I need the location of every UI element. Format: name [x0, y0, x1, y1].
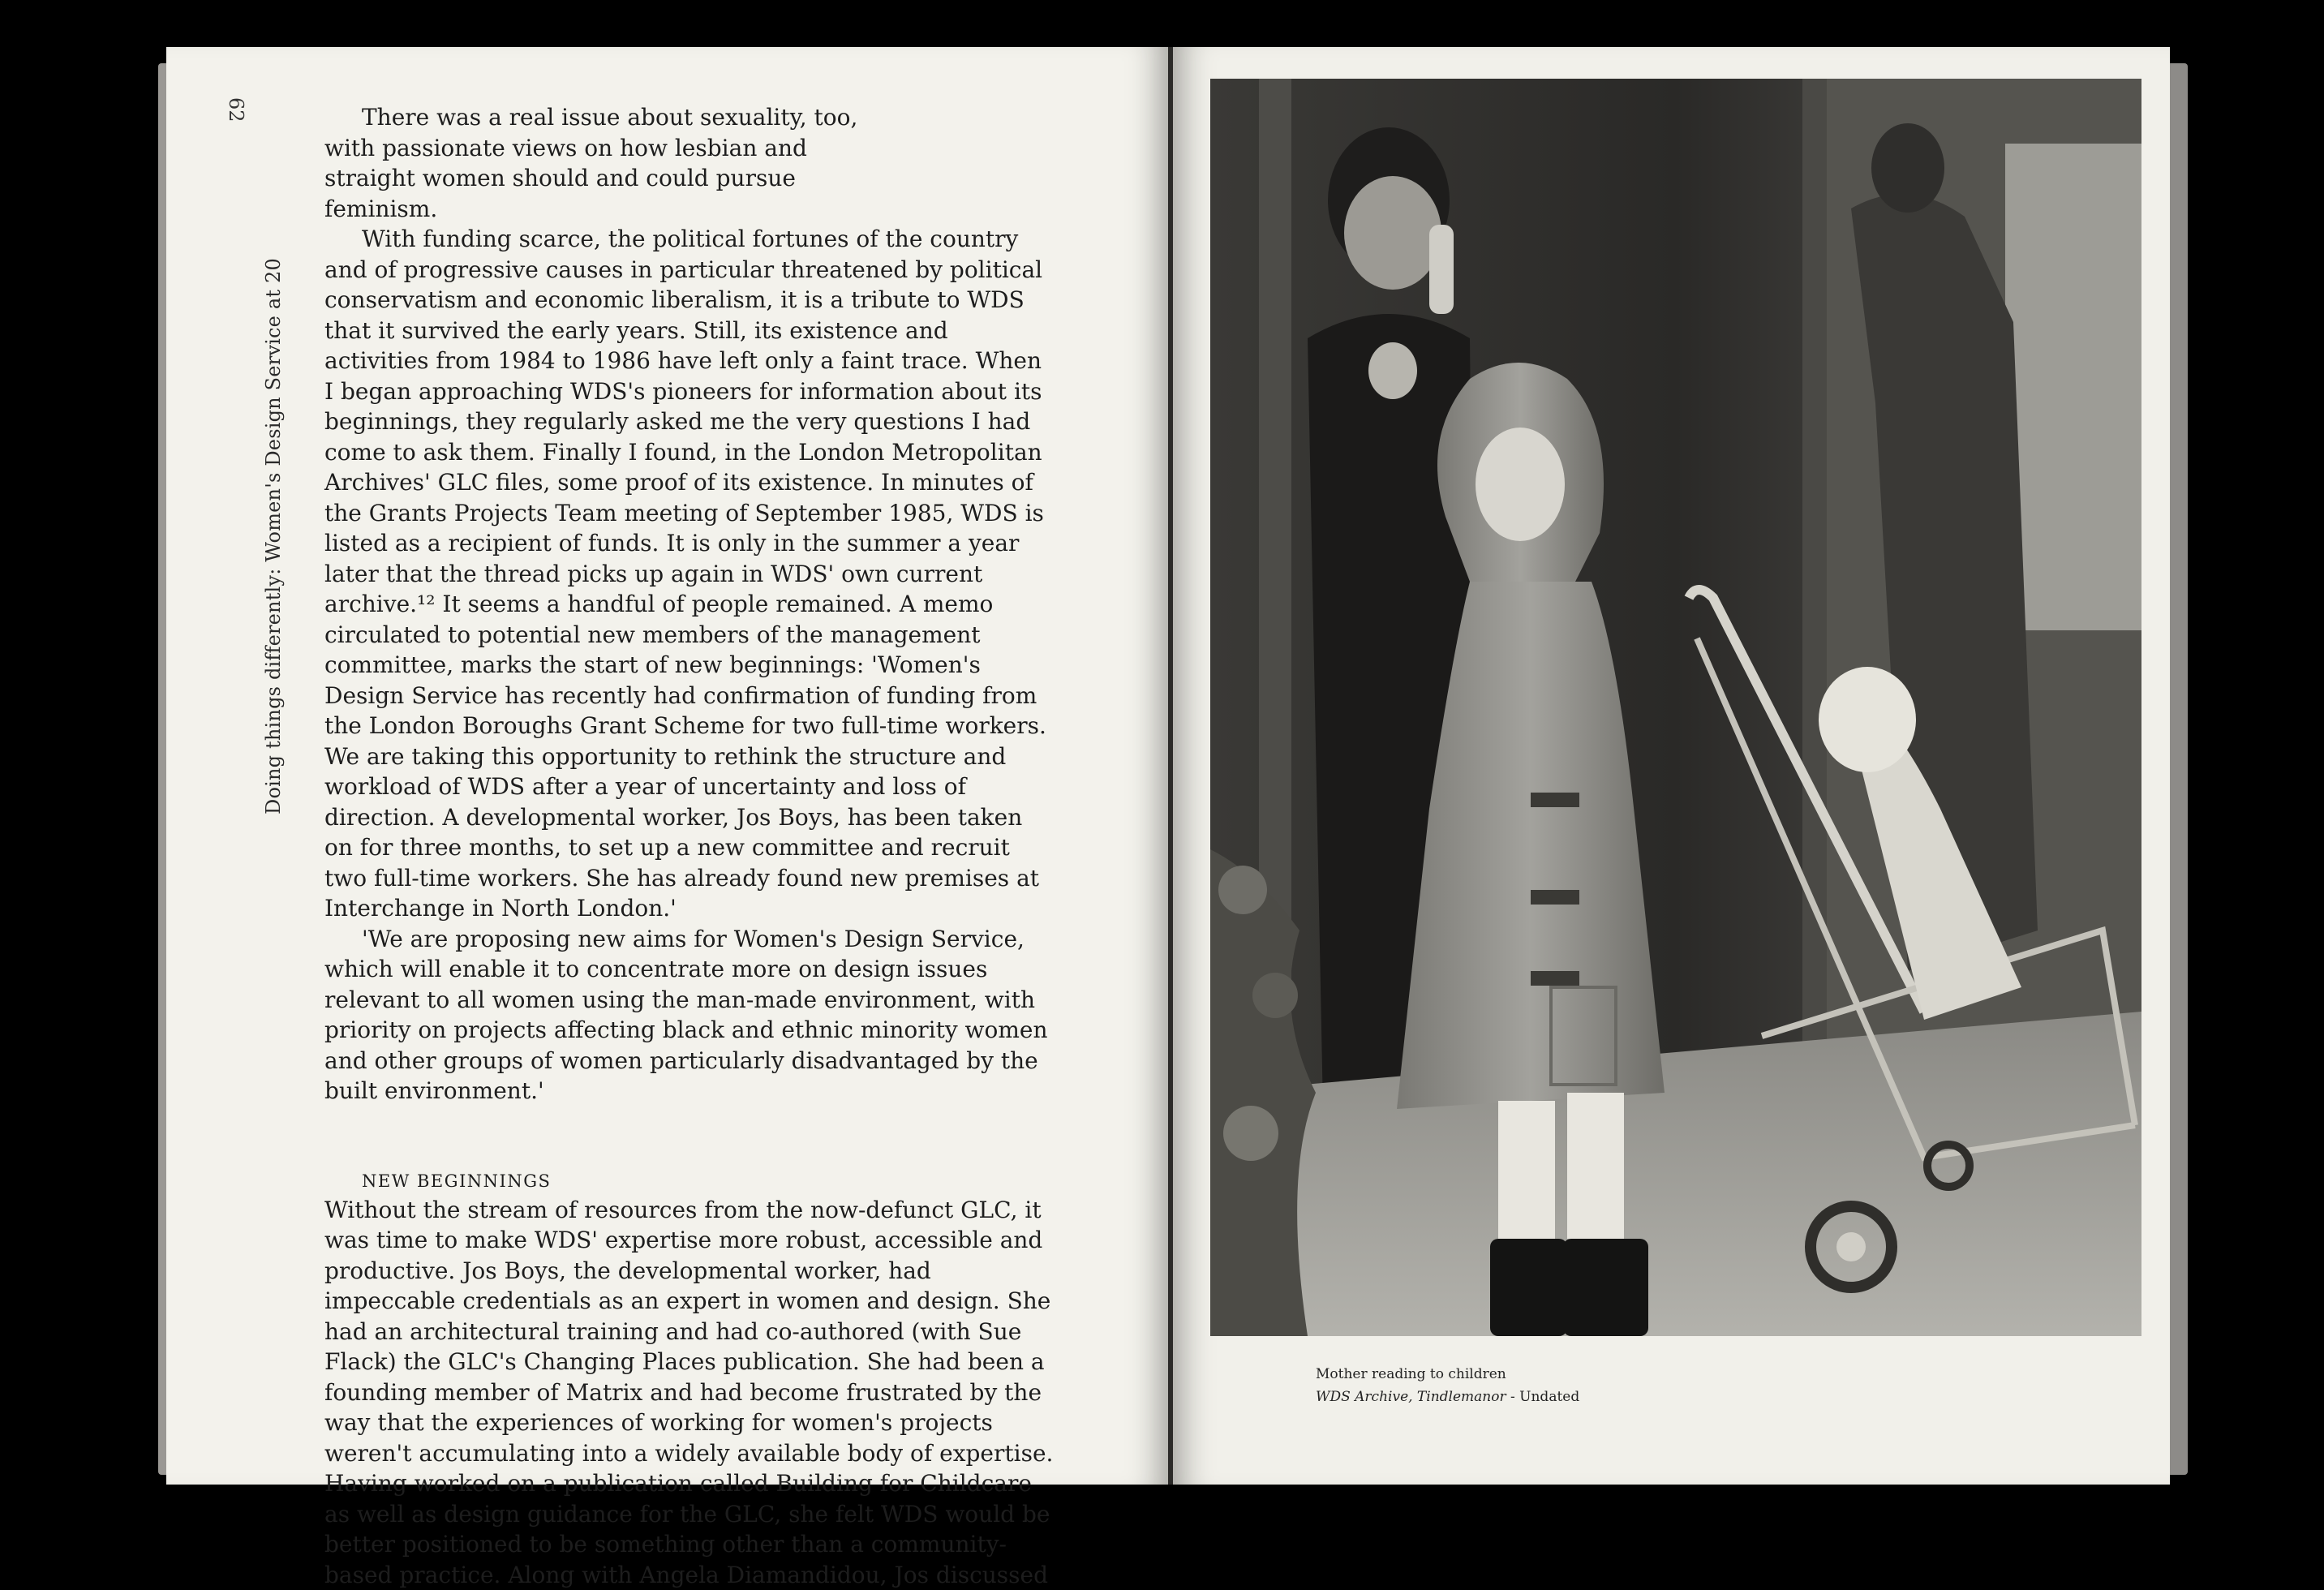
caption-title: Mother reading to children — [1316, 1363, 1579, 1386]
photo-illustration — [1210, 79, 2141, 1336]
body-text — [324, 102, 1055, 1590]
caption-date: - Undated — [1506, 1389, 1580, 1405]
page-number: 62 — [225, 97, 247, 146]
archival-photograph — [1210, 79, 2141, 1336]
paragraph: There was a real issue about sexuality, too, with passionate views on how lesbian and straight women should and could pursue feminism. — [324, 102, 884, 224]
caption-source — [1316, 1386, 1579, 1408]
paragraph: 'We are proposing new aims for Women's Design Service, which will enable it to concentrate more on design issues relevant to all women using the man-made environment, with priority on projects affecting black and ethnic minority women and other groups of women particularly disadvantaged by the built environment.' — [324, 924, 1055, 1107]
section-heading: NEW BEGINNINGS — [324, 1167, 1055, 1195]
paragraph: Without the stream of resources from the now-defunct GLC, it was time to make WDS' expertise more robust, accessible and productive. Jos Boys, the developmental worker, had impeccable credentials as an expert in women and design. She had an architectural training and had co-authored (with Sue Flack) the GLC's Changing Places publication. She had been a founding member of Matrix and had become frustrated by the way that the experiences of working for women's projects weren't accumulating into a widely available body of expertise. Having worked on a publication called Building for Childcare as well as design guidance for the GLC, she felt WDS would be better positioned to be something other than a community-based practice. Along with Angela Diamandidou, Jos discussed — [324, 1195, 1055, 1590]
paragraph: With funding scarce, the political fortunes of the country and of progressive causes in particular threatened by political conservatism and economic liberalism, it is a tribute to WDS that it survived the early years. Still, its existence and activities from 1984 to 1986 have left only a faint trace. When I began approaching WDS's pioneers for information about its beginnings, they regularly asked me the very questions I had come to ask them. Finally I found, in the London Metropolitan Archives' GLC files, some proof of its existence. In minutes of the Grants Projects Team meeting of September 1985, WDS is listed as a recipient of funds. It is only in the summer a year later that the thread picks up again in WDS' own current archive.¹² It seems a handful of people remained. A memo circulated to potential new members of the management committee, marks the start of new beginnings: 'Women's Design Service has recently had confirmation of funding from the London Boroughs Grant Scheme for two full-time workers. We are taking this opportunity to rethink the structure and workload of WDS after a year of uncertainty and loss of direction. A developmental worker, Jos Boys, has been taken on for three months, to set up a new committee and recruit two full-time workers. She has already found new premises at Interchange in North London.' — [324, 224, 1055, 924]
left-page — [166, 47, 1168, 1485]
caption-archive: WDS Archive, Tindlemanor — [1316, 1389, 1506, 1405]
photo-caption — [1316, 1363, 1579, 1408]
running-title: Doing things differently: Women's Design Service at 20 — [262, 258, 285, 814]
